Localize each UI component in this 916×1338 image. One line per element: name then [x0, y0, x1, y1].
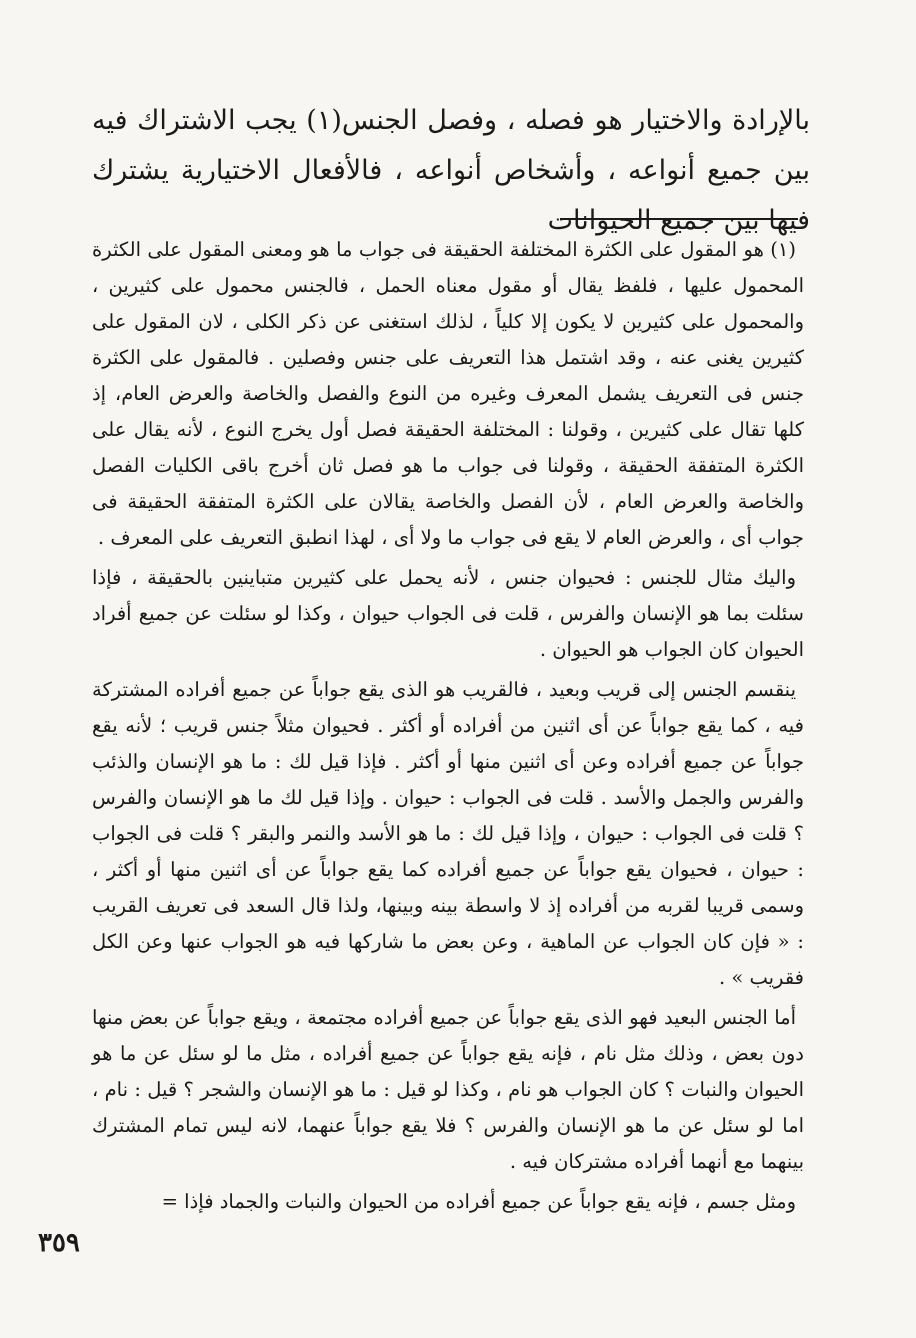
- footnote-separator-line: [560, 218, 798, 220]
- page-number: ٣٥٩: [38, 1228, 80, 1258]
- footnote-section: [92, 232, 804, 1224]
- main-body-text: بالإرادة والاختيار هو فصله ، وفصل الجنس(١) يجب الاشتراك فيه بين جميع أنواعه ، وأشخاص أنواعه ، فالأفعال الاختيارية يشترك فيها بين جميع الحيوانات: [92, 105, 810, 236]
- footnote-paragraph-1: (١) هو المقول على الكثرة المختلفة الحقيقة فى جواب ما هو ومعنى المقول على الكثرة المحمول عليها ، فلفظ يقال أو مقول معناه الحمل ، فالجنس محمول على كثيرين ، والمحمول على كثيرين لا يكون إلا كلياً ، لذلك استغنى عن ذكر الكلى ، لان المقول على كثيرين يغنى عنه ، وقد اشتمل هذا التعريف على جنس وفصلين . فالمقول على الكثرة جنس فى التعريف يشمل المعرف وغيره من النوع والفصل والخاصة والعرض العام، إذ كلها تقال على كثيرين ، وقولنا : المختلفة الحقيقة فصل أول يخرج النوع ، لأنه يقال على الكثرة المتفقة الحقيقة ، وقولنا فى جواب ما هو فصل ثان أخرج باقى الكليات الفصل والخاصة والعرض العام ، لأن الفصل والخاصة يقالان على الكثرة المتفقة الحقيقة فى جواب أى ، والعرض العام لا يقع فى جواب ما ولا أى ، لهذا انطبق التعريف على المعرف .: [92, 238, 804, 549]
- footnote-paragraph-5: ومثل جسم ، فإنه يقع جواباً عن جميع أفراده من الحيوان والنبات والجماد فإذا =: [161, 1190, 796, 1213]
- footnote-paragraph-2: واليك مثال للجنس : فحيوان جنس ، لأنه يحمل على كثيرين متباينين بالحقيقة ، فإذا سئلت بما هو الإنسان والفرس ، قلت فى الجواب حيوان ، وكذا لو سئلت عن جميع أفراد الحيوان كان الجواب هو الحيوان .: [92, 566, 804, 661]
- footnote-paragraph-3: ينقسم الجنس إلى قريب وبعيد ، فالقريب هو الذى يقع جواباً عن جميع أفراده المشتركة فيه ، كما يقع جواباً عن أى اثنين من أفراده أو أكثر . فحيوان مثلاً جنس قريب ؛ لأنه يقع جواباً عن جميع أفراده وعن أى اثنين منها أو أكثر . فإذا قيل لك : ما هو الإنسان والذئب والفرس والجمل والأسد . قلت فى الجواب : حيوان . وإذا قيل لك ما هو الإنسان والفرس ؟ قلت فى الجواب : حيوان ، وإذا قيل لك : ما هو الأسد والنمر والبقر ؟ قلت فى الجواب : حيوان ، فحيوان يقع جواباً عن جميع أفراده كما يقع جواباً عن أى اثنين منها أو أكثر ، وسمى قريبا لقربه من أفراده إذ لا واسطة بينه وبينها، ولذا قال السعد فى تعريف القريب : « فإن كان الجواب عن الماهية ، وعن بعض ما شاركها فيه هو الجواب عنها وعن الكل فقريب » .: [92, 678, 804, 989]
- footnote-paragraph-4: أما الجنس البعيد فهو الذى يقع جواباً عن جميع أفراده مجتمعة ، ويقع جواباً عن بعض منها دون بعض ، وذلك مثل نام ، فإنه يقع جواباً عن جميع أفراده ، مثل ما لو سئل عن ما هو الحيوان والنبات ؟ كان الجواب هو نام ، وكذا لو قيل : ما هو الإنسان والشجر ؟ قيل : نام ، اما لو سئل عن ما هو الإنسان والفرس ؟ فلا يقع جواباً عنهما، لانه ليس تمام المشترك بينهما مع أنهما أفراده مشتركان فيه .: [92, 1006, 804, 1173]
